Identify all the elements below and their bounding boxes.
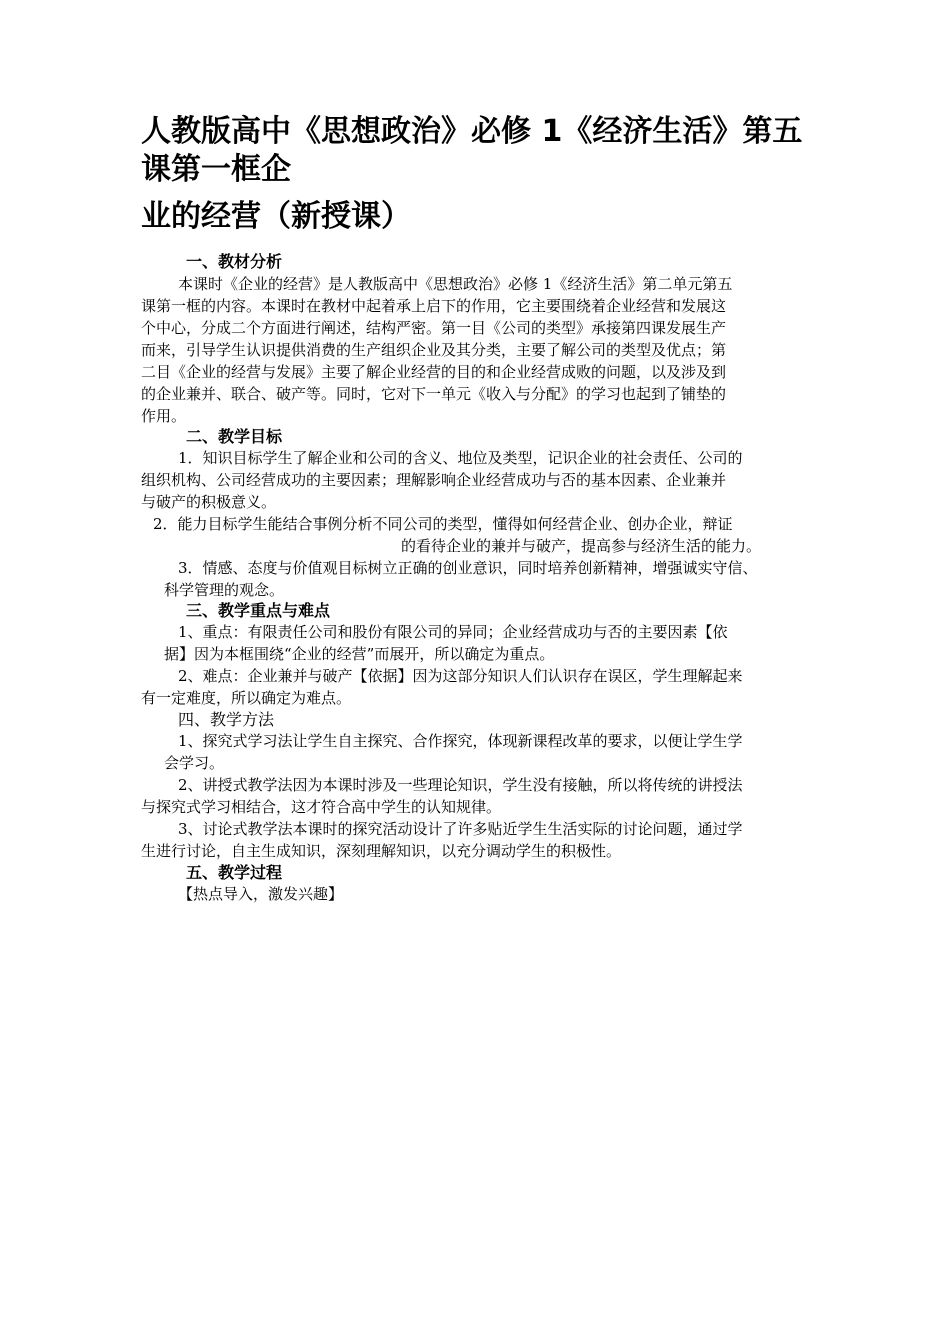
paragraph-line: 组织机构、公司经营成功的主要因素；理解影响企业经营成功与否的基本因素、企业兼并 bbox=[141, 471, 727, 489]
paragraph-line: 生进行讨论，自主生成知识，深刻理解知识，以充分调动学生的积极性。 bbox=[141, 842, 622, 860]
paragraph-line: 1．知识目标学生了解企业和公司的含义、地位及类型，记识企业的社会责任、公司的 bbox=[178, 449, 743, 467]
paragraph-line: 而来，引导学生认识提供消费的生产组织企业及其分类，主要了解公司的类型及优点；第 bbox=[141, 341, 727, 359]
paragraph-line: 1、重点：有限责任公司和股份有限公司的异同；企业经营成功与否的主要因素【依 bbox=[178, 623, 728, 641]
section-heading-textbook-analysis: 一、教材分析 bbox=[186, 252, 283, 271]
paragraph-line: 2、讲授式教学法因为本课时涉及一些理论知识，学生没有接触，所以将传统的讲授法 bbox=[178, 776, 743, 794]
section-heading-key-points: 三、教学重点与难点 bbox=[186, 601, 331, 620]
paragraph-line: 据】因为本框围绕“企业的经营”而展开，所以确定为重点。 bbox=[164, 645, 555, 663]
paragraph-line: 个中心，分成二个方面进行阐述，结构严密。第一目《公司的类型》承接第四课发展生产 bbox=[141, 319, 727, 337]
paragraph-line: 作用。 bbox=[141, 407, 187, 425]
paragraph-line: 二目《企业的经营与发展》主要了解企业经营的目的和企业经营成败的问题，以及涉及到 bbox=[141, 363, 727, 381]
paragraph-line: 有一定难度，所以确定为难点。 bbox=[141, 689, 352, 707]
paragraph-line: 的企业兼并、联合、破产等。同时，它对下一单元《收入与分配》的学习也起到了铺垫的 bbox=[141, 385, 727, 403]
paragraph-line: 1、探究式学习法让学生自主探究、合作探究，体现新课程改革的要求，以便让学生学 bbox=[178, 732, 743, 750]
document-title-line-2: 课第一框企 bbox=[141, 152, 291, 187]
section-heading-teaching-goals: 二、教学目标 bbox=[186, 427, 283, 446]
section-heading-teaching-methods: 四、教学方法 bbox=[178, 710, 275, 729]
paragraph-line: 2．能力目标学生能结合事例分析不同公司的类型，懂得如何经营企业、创办企业，辩证 bbox=[153, 515, 733, 533]
paragraph-line: 会学习。 bbox=[164, 754, 225, 772]
document-title-line-3: 业的经营（新授课） bbox=[141, 199, 411, 234]
paragraph-line: 的看待企业的兼并与破产，提高参与经济生活的能力。 bbox=[401, 537, 762, 555]
paragraph-line: 与破产的积极意义。 bbox=[141, 493, 277, 511]
paragraph-line: 与探究式学习相结合，这才符合高中学生的认知规律。 bbox=[141, 798, 502, 816]
paragraph-line: 【热点导入，激发兴趣】 bbox=[178, 885, 344, 903]
document-title-line-1: 人教版高中《思想政治》必修 1《经济生活》第五 bbox=[141, 114, 803, 149]
paragraph-line: 科学管理的观念。 bbox=[164, 581, 285, 599]
paragraph-line: 3、讨论式教学法本课时的探究活动设计了许多贴近学生生活实际的讨论问题，通过学 bbox=[178, 820, 743, 838]
paragraph-line: 3．情感、态度与价值观目标树立正确的创业意识，同时培养创新精神，增强诚实守信、 bbox=[178, 559, 758, 577]
paragraph-line: 本课时《企业的经营》是人教版高中《思想政治》必修 1《经济生活》第二单元第五 bbox=[178, 275, 733, 293]
paragraph-line: 2、难点：企业兼并与破产【依据】因为这部分知识人们认识存在误区，学生理解起来 bbox=[178, 667, 743, 685]
section-heading-teaching-process: 五、教学过程 bbox=[186, 863, 283, 882]
paragraph-line: 课第一框的内容。本课时在教材中起着承上启下的作用，它主要围绕着企业经营和发展这 bbox=[141, 297, 727, 315]
